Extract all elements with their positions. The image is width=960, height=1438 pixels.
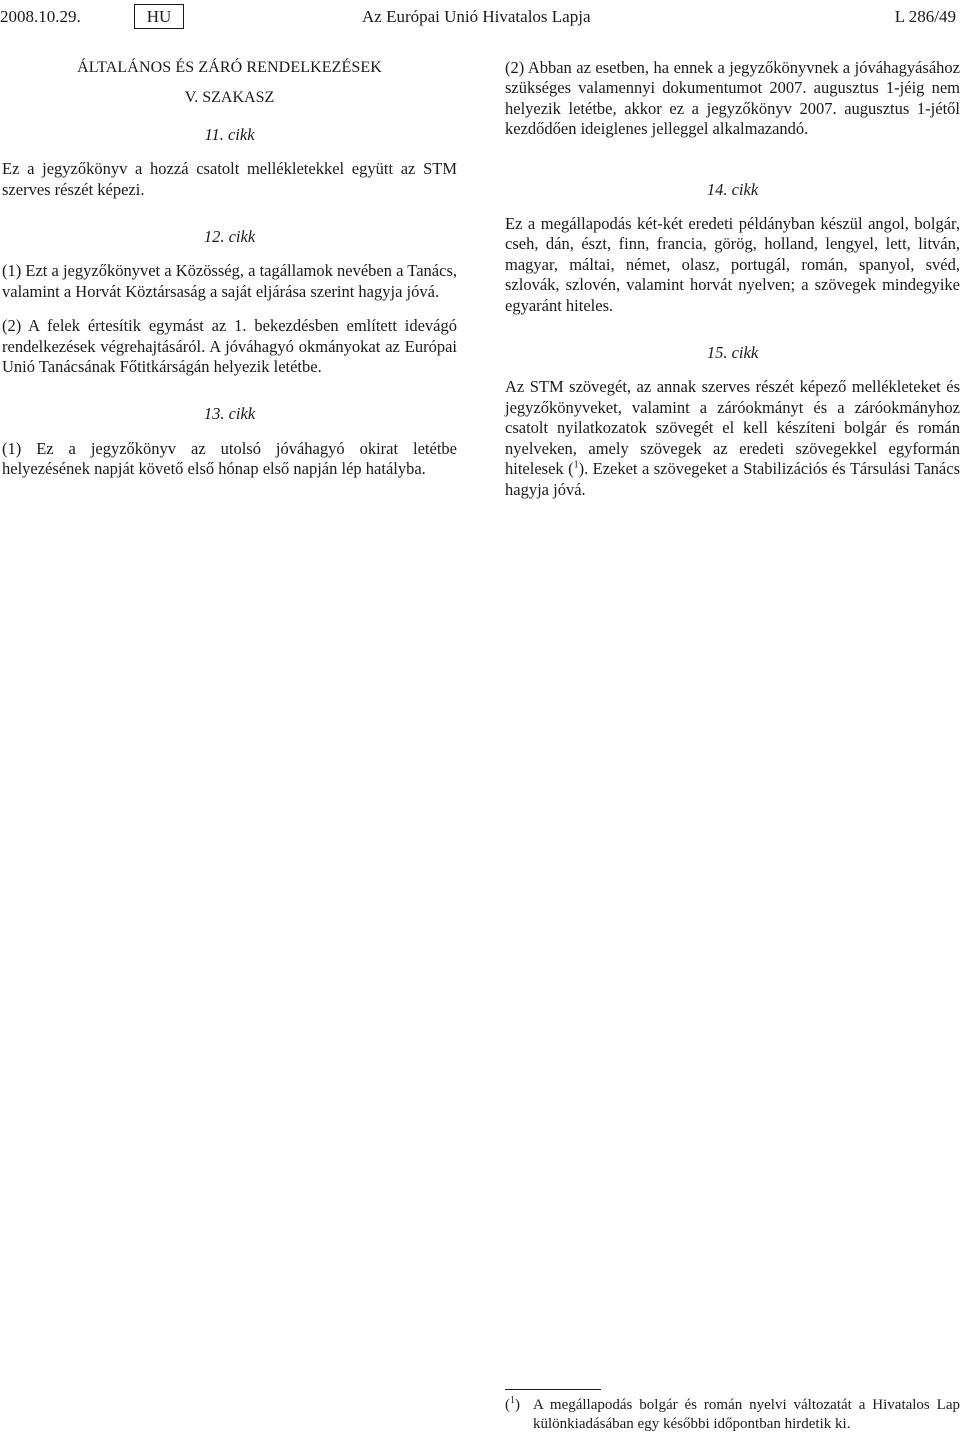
footnote-text: A megállapodás bolgár és román nyelvi változatát a Hivatalos Lap különkiadásában egy későbbi időpontban hirdetik ki. <box>533 1397 960 1432</box>
footnote-number: 1 <box>510 1395 515 1406</box>
footnote-marker: ($^1$) <box>505 1395 520 1413</box>
article-13-heading: 13. cikk <box>203 404 256 424</box>
article-11-text: Ez a jegyzőkönyv a hozzá csatolt mellékletekkel együtt az STM szerves részét képezi. <box>2 159 457 199</box>
section-heading: V. SZAKASZ <box>184 89 275 107</box>
page-number: L 286/49 <box>894 7 956 26</box>
chapter-title: ÁLTALÁNOS ÉS ZÁRÓ RENDELKEZÉSEK <box>77 59 382 76</box>
article-14-text: Ez a megállapodás két-két eredeti példányban készül angol, bolgár, cseh, dán, észt, finn, francia, görög, holland, lengyel, lett, litván, magyar, máltai, német, olasz, portugál, román, spanyol, svéd, szlovák, szlovén, valamint horvát nyelven; a szövegek mindegyike egyaránt hiteles. <box>505 214 960 315</box>
left-column <box>2 58 457 480</box>
article-13-paragraph-1: (1) Ez a jegyzőkönyv az utolsó jóváhagyó okirat letétbe helyezésének napját követő első hónap első napján lép hatályba. <box>2 438 457 479</box>
publication-date: 2008.10.29. <box>0 7 81 26</box>
article-15-text <box>505 377 960 499</box>
article-14-heading: 14. cikk <box>706 179 759 199</box>
footnote-reference[interactable]: 1 <box>573 459 579 471</box>
article-13-paragraph-2: (2) Abban az esetben, ha ennek a jegyzőkönyvnek a jóváhagyásához szükséges valamennyi dokumentumot 2007. augusztus 1-jéig nem helyezik letétbe, akkor ez a jegyzőkönyv 2007. augusztus 1-jétől kezdődően ideiglenes jelleggel alkalmazandó. <box>505 58 960 139</box>
language-code-box: HU <box>134 4 184 29</box>
article-15-text-start: Az STM szövegét, az annak szerves részét képező mellékleteket és jegyzőkönyveket, valamint a záróokmányt és a záróokmányhoz csatolt nyilatkozatok szövegét el kell készíteni bolgár és román nyelveken, amely szövegek az eredeti szövegekkel egyformán hitelesek ( <box>505 377 960 479</box>
article-12-paragraph-2: (2) A felek értesítik egymást az 1. bekezdésben említett idevágó rendelkezések végrehajtásáról. A jóváhagyó okmányokat az Európai Unió Tanácsának Főtitkárságán helyezik letétbe. <box>2 316 457 377</box>
footnote <box>505 1396 960 1434</box>
article-11-heading: 11. cikk <box>204 124 255 144</box>
footnote-divider <box>505 1389 601 1390</box>
article-12-paragraph-1: (1) Ezt a jegyzőkönyvet a Közösség, a tagállamok nevében a Tanács, valamint a Horvát Köztársaság a saját eljárása szerint hagyja jóvá. <box>2 261 457 301</box>
right-column <box>505 58 960 500</box>
journal-title: Az Európai Unió Hivatalos Lapja <box>362 7 591 26</box>
article-15-heading: 15. cikk <box>706 343 759 363</box>
page-header <box>0 4 960 30</box>
article-12-heading: 12. cikk <box>203 227 256 247</box>
article-15-text-end: ). Ezeket a szövegeket a Stabilizációs és Társulási Tanács hagyja jóvá. <box>505 459 960 499</box>
